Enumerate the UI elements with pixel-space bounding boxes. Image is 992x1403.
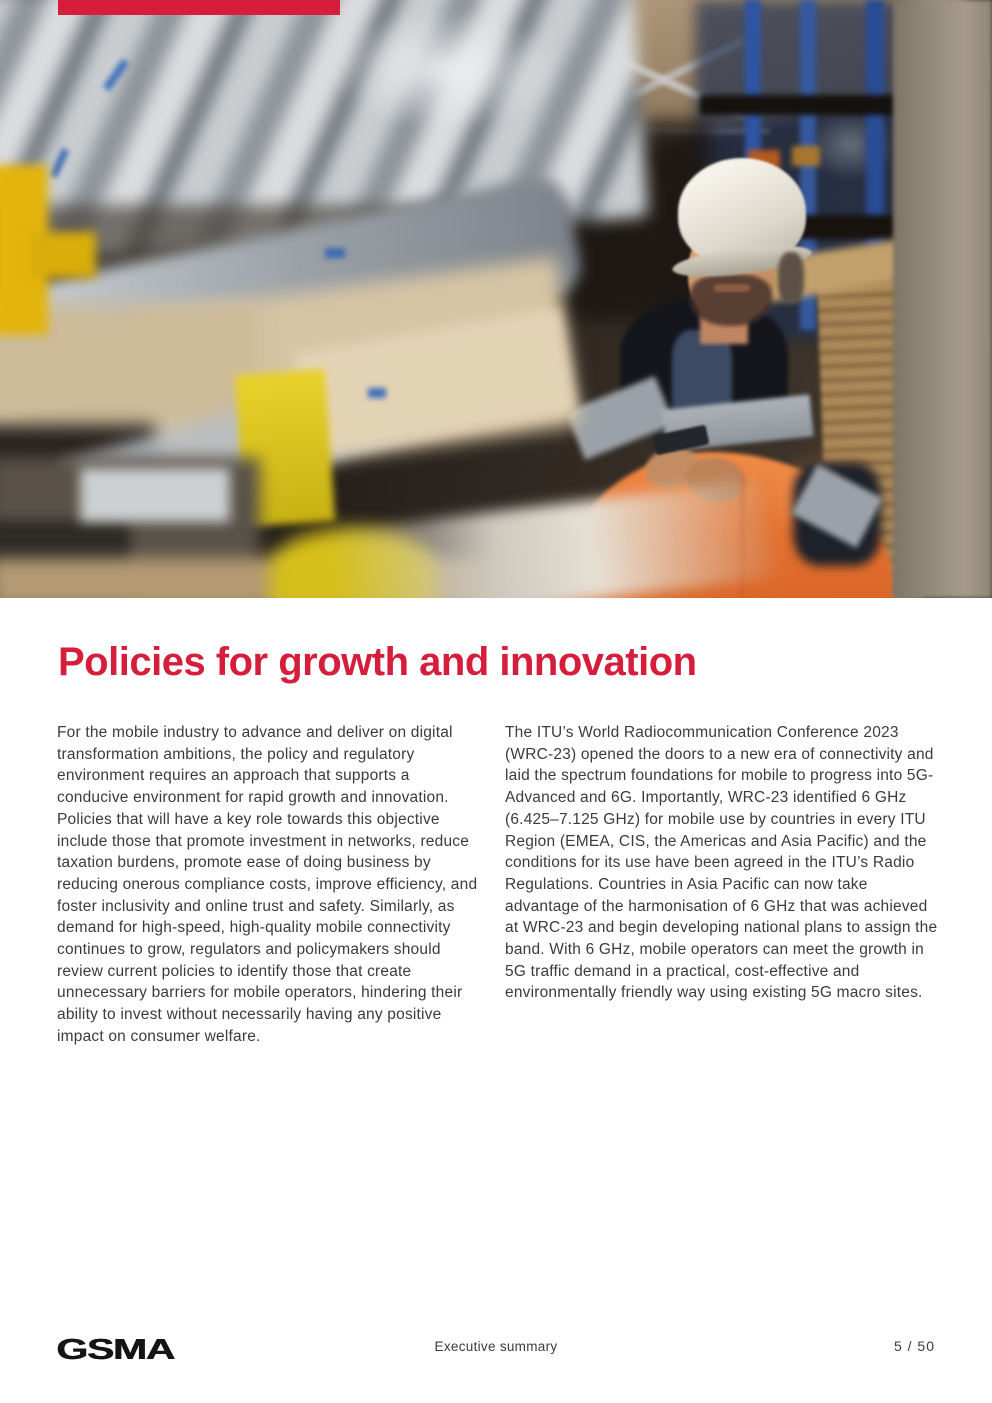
brand-red-bar	[58, 0, 340, 15]
stored-box	[792, 146, 820, 166]
machine-blue-detail	[368, 388, 386, 398]
worker-beard	[690, 274, 772, 326]
page-number: 5 / 50	[893, 1338, 935, 1354]
machine-lower-detail	[80, 468, 230, 522]
racking-shelf	[700, 95, 905, 115]
machine-blue-detail	[325, 248, 345, 258]
footer-section-label: Executive summary	[434, 1339, 558, 1354]
page-title: Policies for growth and innovation	[58, 640, 697, 684]
body-column-right: The ITU’s World Radiocommunication Conference 2023 (WRC-23) opened the doors to a new era of connectivity and laid the spectrum foundations for mobile to progress into 5G-Advanced and 6G. Importantly, WRC-23 identified 6 GHz (6.425–7.125 GHz) for mobile use by countries in every ITU Region (EMEA, CIS, the Americas and Asia Pacific) and the conditions for its use have been agreed in the ITU’s Radio Regulations. Countries in Asia Pacific can now take advantage of the harmonisation of 6 GHz that was achieved at WRC-23 and begin developing national plans to assign the band. With 6 GHz, mobile operators can meet the growth in 5G traffic demand in a practical, cost-effective and environmentally friendly way using existing 5G macro sites.	[505, 724, 938, 1002]
right-blur-pillar	[893, 0, 992, 598]
hard-hat-strap	[778, 252, 804, 304]
gsma-logo: GSMA	[56, 1334, 174, 1366]
safety-yellow-bracket	[30, 232, 96, 278]
foreground-blur-band	[326, 479, 775, 598]
body-columns	[57, 722, 939, 1048]
machine-highlight	[330, 10, 560, 130]
hero-photo	[0, 0, 992, 598]
worker-mouth	[714, 284, 750, 292]
body-column-left: For the mobile industry to advance and deliver on digital transformation ambitions, the policy and regulatory environment requires an approach that supports a conducive environment for rapid growth and innovation. Policies that will have a key role towards this objective include those that promote investment in networks, reduce taxation burdens, promote ease of doing business by reducing onerous compliance costs, improve efficiency, and foster inclusivity and online trust and safety. Similarly, as demand for high-speed, high-quality mobile connectivity continues to grow, regulators and policymakers should review current policies to identify those that create unnecessary barriers for mobile operators, hindering their ability to invest without necessarily having any positive impact on consumer welfare.	[57, 724, 478, 1045]
